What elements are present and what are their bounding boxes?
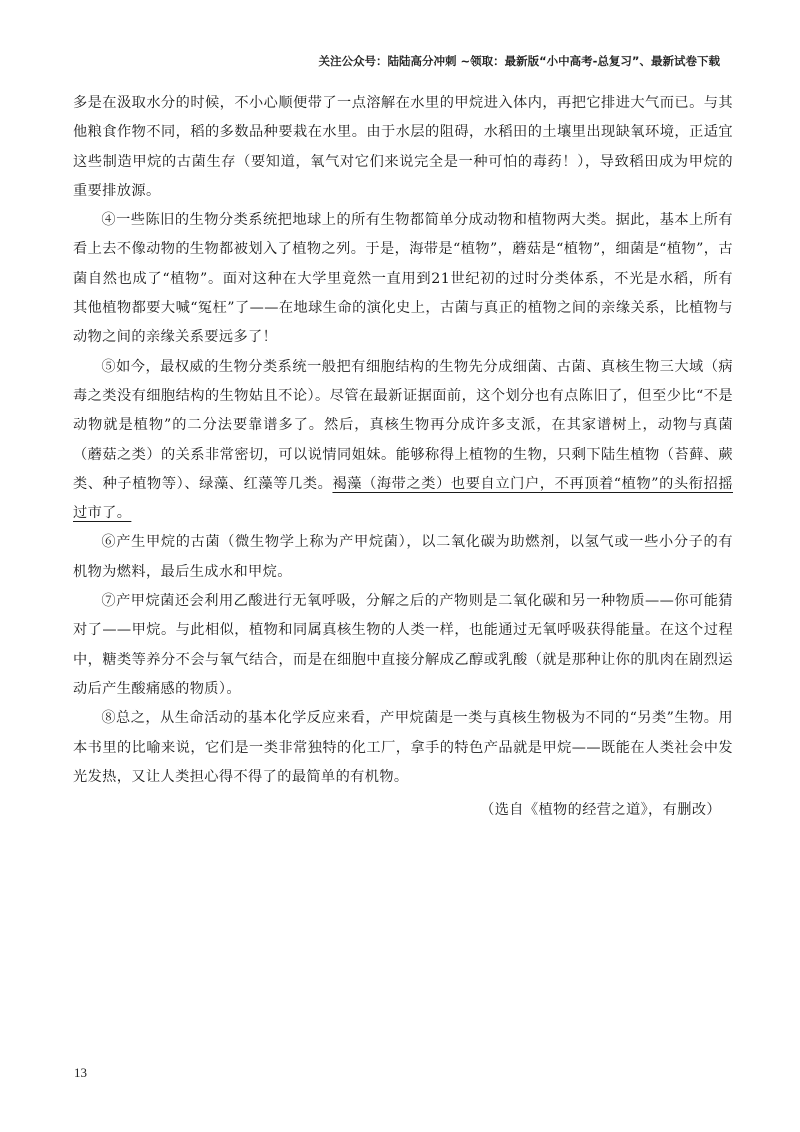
paragraph-5 <box>73 353 733 529</box>
underlined-sentence: 褐藻（海带之类）也要自立门户，不再顶着“植物”的头衔招摇过市了。 <box>73 475 733 522</box>
source-citation: （选自《植物的经营之道》，有删改） <box>480 802 721 819</box>
paragraph-8: ⑧总之，从生命活动的基本化学反应来看，产甲烷菌是一类与真核生物极为不同的“另类”生物。用本书里的比喻来说，它们是一类非常独特的化工厂，拿手的特色产品就是甲烷——既能在人类社会中发光发热，又让人类担心得不得了的最简单的有机物。 <box>73 710 733 785</box>
paragraph-6: ⑥产生甲烷的古菌（微生物学上称为产甲烷菌），以二氧化碳为助燃剂，以氢气或一些小分子的有机物为燃料，最后生成水和甲烷。 <box>73 534 733 580</box>
paragraph-5-text: ⑤如今，最权威的生物分类系统一般把有细胞结构的生物先分成细菌、古菌、真核生物三大域（病毒之类没有细胞结构的生物姑且不论）。尽管在最新证据面前，这个划分也有点陈旧了，但至少比“不是动物就是植物”的二分法要靠谱多了。然后，真核生物再分成许多支派，在其家谱树上，动物与真菌（蘑菇之类）的关系非常密切，可以说情同姐妹。能够称得上植物的生物，只剩下陆生植物（苔藓、蕨类、种子植物等）、绿藻、红藻等几类。 <box>73 358 733 492</box>
paragraph-7: ⑦产甲烷菌还会利用乙酸进行无氧呼吸，分解之后的产物则是二氧化碳和另一种物质——你可能猜对了——甲烷。与此相似，植物和同属真核生物的人类一样，也能通过无氧呼吸获得能量。在这个过程中，糖类等养分不会与氧气结合，而是在细胞中直接分解成乙醇或乳酸（就是那种让你的肌肉在剧烈运动后产生酸痛感的物质）。 <box>73 593 733 697</box>
article-body <box>73 89 733 825</box>
paragraph-continuation: 多是在汲取水分的时候，不小心顺便带了一点溶解在水里的甲烷进入体内，再把它排进大气而已。与其他粮食作物不同，稻的多数品种要栽在水里。由于水层的阻碍，水稻田的土壤里出现缺氧环境，正适宜这些制造甲烷的古菌生存（要知道，氧气对它们来说完全是一种可怕的毒药！），导致稻田成为甲烷的重要排放源。 <box>73 95 733 199</box>
page-header: 关注公众号：陆陆高分冲刺 ~领取：最新版“小中高考-总复习”、最新试卷下载 <box>318 54 720 68</box>
paragraph-4: ④一些陈旧的生物分类系统把地球上的所有生物都简单分成动物和植物两大类。据此，基本上所有看上去不像动物的生物都被划入了植物之列。于是，海带是“植物”，蘑菇是“植物”，细菌是“植物”，古菌自然也成了“植物”。面对这种在大学里竟然一直用到21世纪初的过时分类体系，不光是水稻，所有其他植物都要大喊“冤枉”了——在地球生命的演化史上，古菌与真正的植物之间的亲缘关系，比植物与动物之间的亲缘关系要远多了！ <box>73 212 733 346</box>
page-number: 13 <box>74 1065 87 1080</box>
